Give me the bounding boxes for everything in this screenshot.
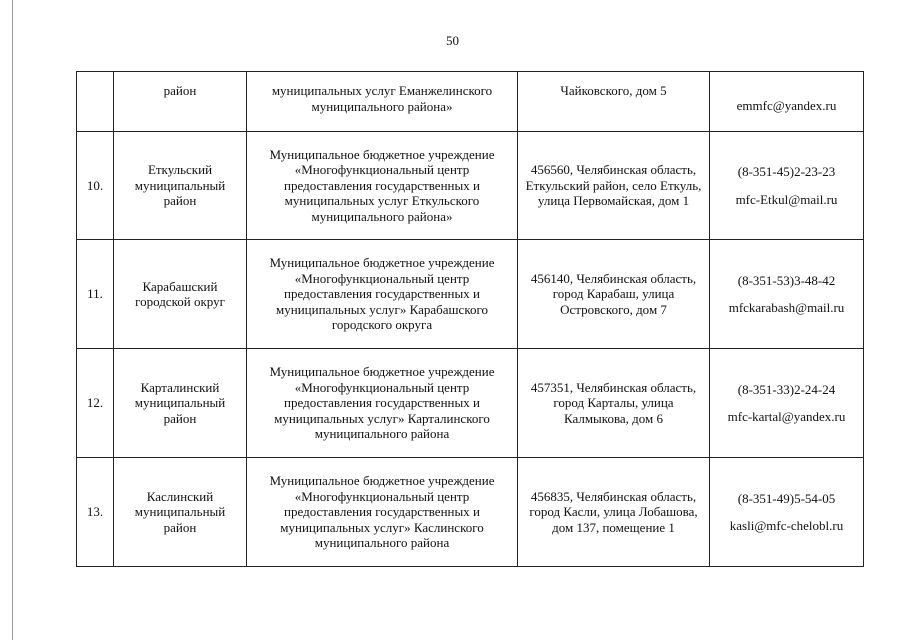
address-cell: 456560, Челябинская область, Еткульский район, село Еткуль, улица Первомайская, дом 1 <box>518 132 710 240</box>
mfc-table <box>76 71 864 567</box>
organization-cell: муниципальных услуг Еманжелинского муниципального района» <box>247 72 518 132</box>
organization-cell: Муниципальное бюджетное учреждение «Многофункциональный центр предоставления государственных и муниципальных услуг» Карталинского муниципального района <box>247 349 518 458</box>
left-margin-rule <box>12 0 13 640</box>
phone-text: (8-351-45)2-23-23 <box>737 164 836 179</box>
table-row <box>77 458 864 567</box>
territory-cell: Каслинский муниципальный район <box>114 458 247 567</box>
row-number: 10. <box>77 132 114 240</box>
contact-cell <box>710 240 864 349</box>
email-text: emmfc@yandex.ru <box>736 98 837 114</box>
contact-cell <box>710 132 864 240</box>
contact-cell <box>710 72 864 132</box>
territory-cell: Карталинский муниципальный район <box>114 349 247 458</box>
phone-text: (8-351-33)2-24-24 <box>737 381 836 397</box>
organization-cell: Муниципальное бюджетное учреждение «Многофункциональный центр предоставления государственных и муниципальных услуг Еткульского муниципального района» <box>247 132 518 240</box>
territory-cell: район <box>114 72 247 132</box>
contact-cell <box>710 458 864 567</box>
territory-cell: Карабашский городской округ <box>114 240 247 349</box>
address-cell: Чайковского, дом 5 <box>518 72 710 132</box>
table-row <box>77 132 864 240</box>
phone-text: (8-351-53)3-48-42 <box>737 272 836 288</box>
email-text: mfckarabash@mail.ru <box>728 300 845 315</box>
row-number <box>77 72 114 132</box>
phone-text: (8-351-49)5-54-05 <box>737 490 836 506</box>
organization-cell: Муниципальное бюджетное учреждение «Многофункциональный центр предоставления государственных и муниципальных услуг» Карабашского городского округа <box>247 240 518 349</box>
row-number: 11. <box>77 240 114 349</box>
email-text: mfc-Etkul@mail.ru <box>735 191 838 207</box>
address-cell: 456835, Челябинская область, город Касли, улица Лобашова, дом 137, помещение 1 <box>518 458 710 567</box>
address-cell: 457351, Челябинская область, город Карталы, улица Калмыкова, дом 6 <box>518 349 710 458</box>
row-number: 12. <box>77 349 114 458</box>
contact-cell <box>710 349 864 458</box>
table-row <box>77 349 864 458</box>
email-text: mfc-kartal@yandex.ru <box>727 409 846 424</box>
row-number: 13. <box>77 458 114 567</box>
page-number: 50 <box>446 33 459 48</box>
email-text: kasli@mfc-chelobl.ru <box>729 518 844 533</box>
organization-cell: Муниципальное бюджетное учреждение «Многофункциональный центр предоставления государственных и муниципальных услуг» Каслинского муниципального района <box>247 458 518 567</box>
table-row <box>77 72 864 132</box>
table-row <box>77 240 864 349</box>
address-cell: 456140, Челябинская область, город Карабаш, улица Островского, дом 7 <box>518 240 710 349</box>
territory-cell: Еткульский муниципальный район <box>114 132 247 240</box>
